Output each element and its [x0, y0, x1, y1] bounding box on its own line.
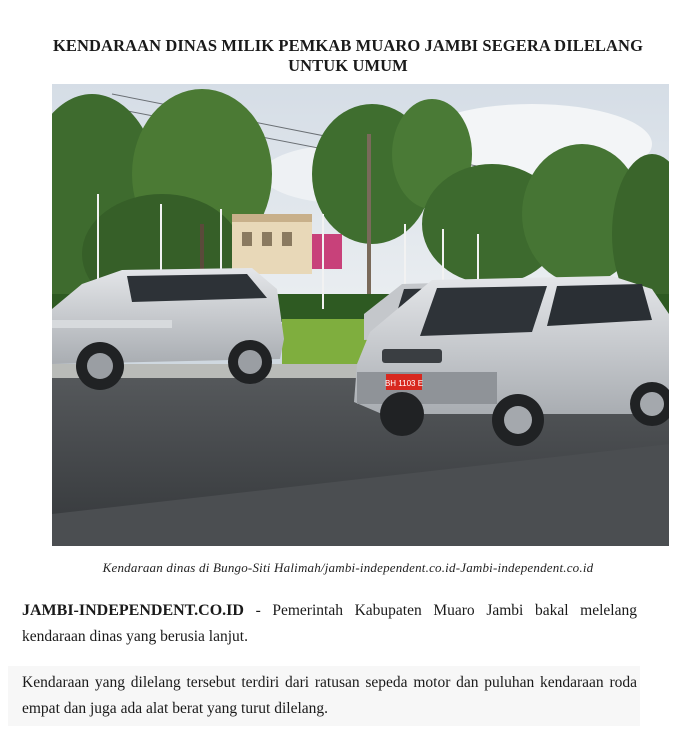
article-photo — [52, 84, 669, 546]
parked-cars-photo — [52, 84, 669, 546]
paragraph-2: Kendaraan yang dilelang tersebut terdiri dari ratusan sepeda motor dan puluhan kendaraan roda empat dan juga ada alat berat yang turut dilelang. — [22, 674, 637, 717]
dateline: JAMBI-INDEPENDENT.CO.ID — [22, 602, 244, 619]
paragraph-1 — [22, 598, 637, 650]
license-plate: BH 1103 E — [384, 379, 424, 388]
paragraph-1-text: - Pemerintah Kabupaten Muaro Jambi bakal melelang kendaraan dinas yang berusia lanjut. — [22, 602, 637, 645]
photo-caption: Kendaraan dinas di Bungo-Siti Halimah/jambi-independent.co.id-Jambi-independent.co.id — [102, 560, 594, 575]
article-headline: KENDARAAN DINAS MILIK PEMKAB MUARO JAMBI SEGERA DILELANG UNTUK UMUM — [52, 36, 644, 75]
